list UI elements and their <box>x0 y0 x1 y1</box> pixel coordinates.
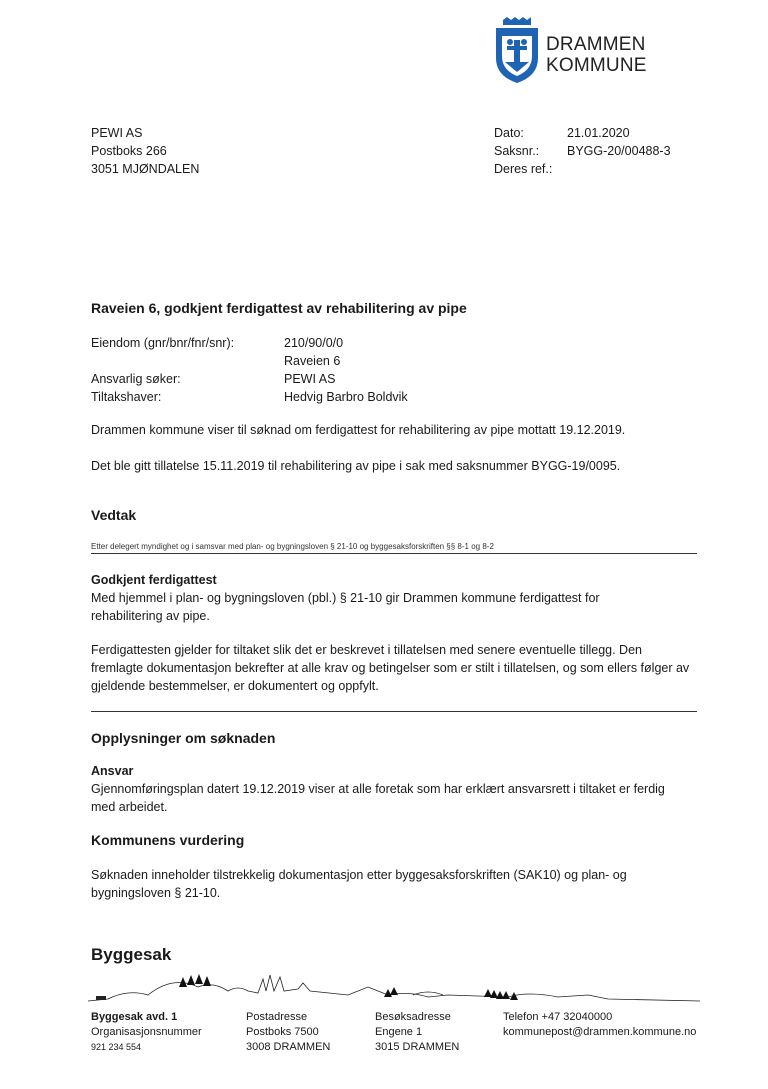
vedtak-paragraph-1: Med hjemmel i plan- og bygningsloven (pbl.) § 21-10 gir Drammen kommune ferdigattest for rehabilitering av pipe. <box>91 591 600 623</box>
coat-of-arms-icon <box>493 16 541 84</box>
footer-org-name: Byggesak avd. 1 <box>91 1011 178 1023</box>
property-label <box>91 352 284 370</box>
vedtak-subheading: Godkjent ferdigattest <box>91 573 217 587</box>
logo-text <box>546 34 647 76</box>
logo-line-1: DRAMMEN <box>546 34 646 55</box>
recipient-address-line-2: 3051 MJØNDALEN <box>91 162 200 176</box>
meta-value: 21.01.2020 <box>567 126 630 140</box>
footer-postal-box: Postboks 7500 <box>246 1026 319 1038</box>
footer-phone: Telefon +47 32040000 <box>503 1011 613 1023</box>
meta-row-date <box>494 124 671 142</box>
ansvar-heading: Ansvar <box>91 764 134 778</box>
property-label: Tiltakshaver: <box>91 390 162 404</box>
property-row <box>91 352 408 370</box>
property-value: Hedvig Barbro Boldvik <box>284 390 408 404</box>
property-value: Raveien 6 <box>284 354 341 368</box>
property-details <box>91 334 408 406</box>
meta-row-case-number <box>494 142 671 160</box>
footer-postal-city: 3008 DRAMMEN <box>246 1041 331 1053</box>
property-value: 210/90/0/0 <box>284 336 344 350</box>
intro-paragraph-2: Det ble gitt tillatelse 15.11.2019 til rehabilitering av pipe i sak med saksnummer BYGG-19/0095. <box>91 459 621 473</box>
footer-column-postal <box>246 1010 330 1055</box>
divider <box>91 553 697 554</box>
meta-label: Deres ref.: <box>494 162 553 176</box>
meta-row-reference <box>494 160 671 178</box>
property-label: Eiendom (gnr/bnr/fnr/snr): <box>91 336 235 350</box>
property-value: PEWI AS <box>284 372 336 386</box>
property-row <box>91 334 408 352</box>
vedtak-authority: Etter delegert myndighet og i samsvar med plan- og bygningsloven § 21-10 og byggesaksforskriften §§ 8-1 og 8-2 <box>91 542 494 551</box>
vedtak-heading: Vedtak <box>91 507 137 523</box>
meta-label: Dato: <box>494 126 524 140</box>
logo-line-2: KOMMUNE <box>546 55 647 76</box>
info-heading: Opplysninger om søknaden <box>91 730 276 746</box>
ansvar-text: Gjennomføringsplan datert 19.12.2019 viser at alle foretak som har erklært ansvarsrett i tiltaket er ferdig med arbeidet. <box>91 782 665 814</box>
divider <box>91 711 697 712</box>
footer-org-number: 921 234 554 <box>91 1042 142 1052</box>
footer-column-org <box>91 1010 202 1055</box>
vurdering-heading: Kommunens vurdering <box>91 832 245 848</box>
letter-meta <box>494 124 671 178</box>
recipient-address <box>91 124 199 178</box>
letter-title: Raveien 6, godkjent ferdigattest av rehabilitering av pipe <box>91 300 467 316</box>
footer-visit-city: 3015 DRAMMEN <box>375 1041 460 1053</box>
meta-value: BYGG-20/00488-3 <box>567 144 671 158</box>
recipient-name: PEWI AS <box>91 126 143 140</box>
meta-label: Saksnr.: <box>494 144 540 158</box>
footer-org-label: Organisasjonsnummer <box>91 1026 202 1038</box>
city-skyline-illustration <box>88 965 700 1007</box>
footer-visit-street: Engene 1 <box>375 1026 423 1038</box>
vurdering-text: Søknaden inneholder tilstrekkelig dokumentasjon etter byggesaksforskriften (SAK10) og plan- og bygningsloven § 21-10. <box>91 868 627 900</box>
footer-column-contact <box>503 1010 696 1040</box>
footer-postal-label: Postadresse <box>246 1011 308 1023</box>
footer-visit-label: Besøksadresse <box>375 1011 451 1023</box>
property-row <box>91 388 408 406</box>
footer-column-visit <box>375 1010 459 1055</box>
vedtak-paragraph-2: Ferdigattesten gjelder for tiltaket slik det er beskrevet i tillatelsen med senere eventuelle tillegg. Den fremlagte dokumentasjon bekrefter at alle krav og betingelser som er stilt i tillatelsen, og som ellers følger av gjeldende bestemmelser, er dokumentert og oppfylt. <box>91 643 690 693</box>
recipient-address-line-1: Postboks 266 <box>91 144 167 158</box>
footer-email[interactable]: kommunepost@drammen.kommune.no <box>503 1026 697 1038</box>
property-row <box>91 370 408 388</box>
intro-paragraph-1: Drammen kommune viser til søknad om ferdigattest for rehabilitering av pipe mottatt 19.12.2019. <box>91 423 626 437</box>
property-label: Ansvarlig søker: <box>91 372 181 386</box>
drammen-kommune-logo <box>493 16 653 86</box>
footer-title: Byggesak <box>91 945 172 964</box>
